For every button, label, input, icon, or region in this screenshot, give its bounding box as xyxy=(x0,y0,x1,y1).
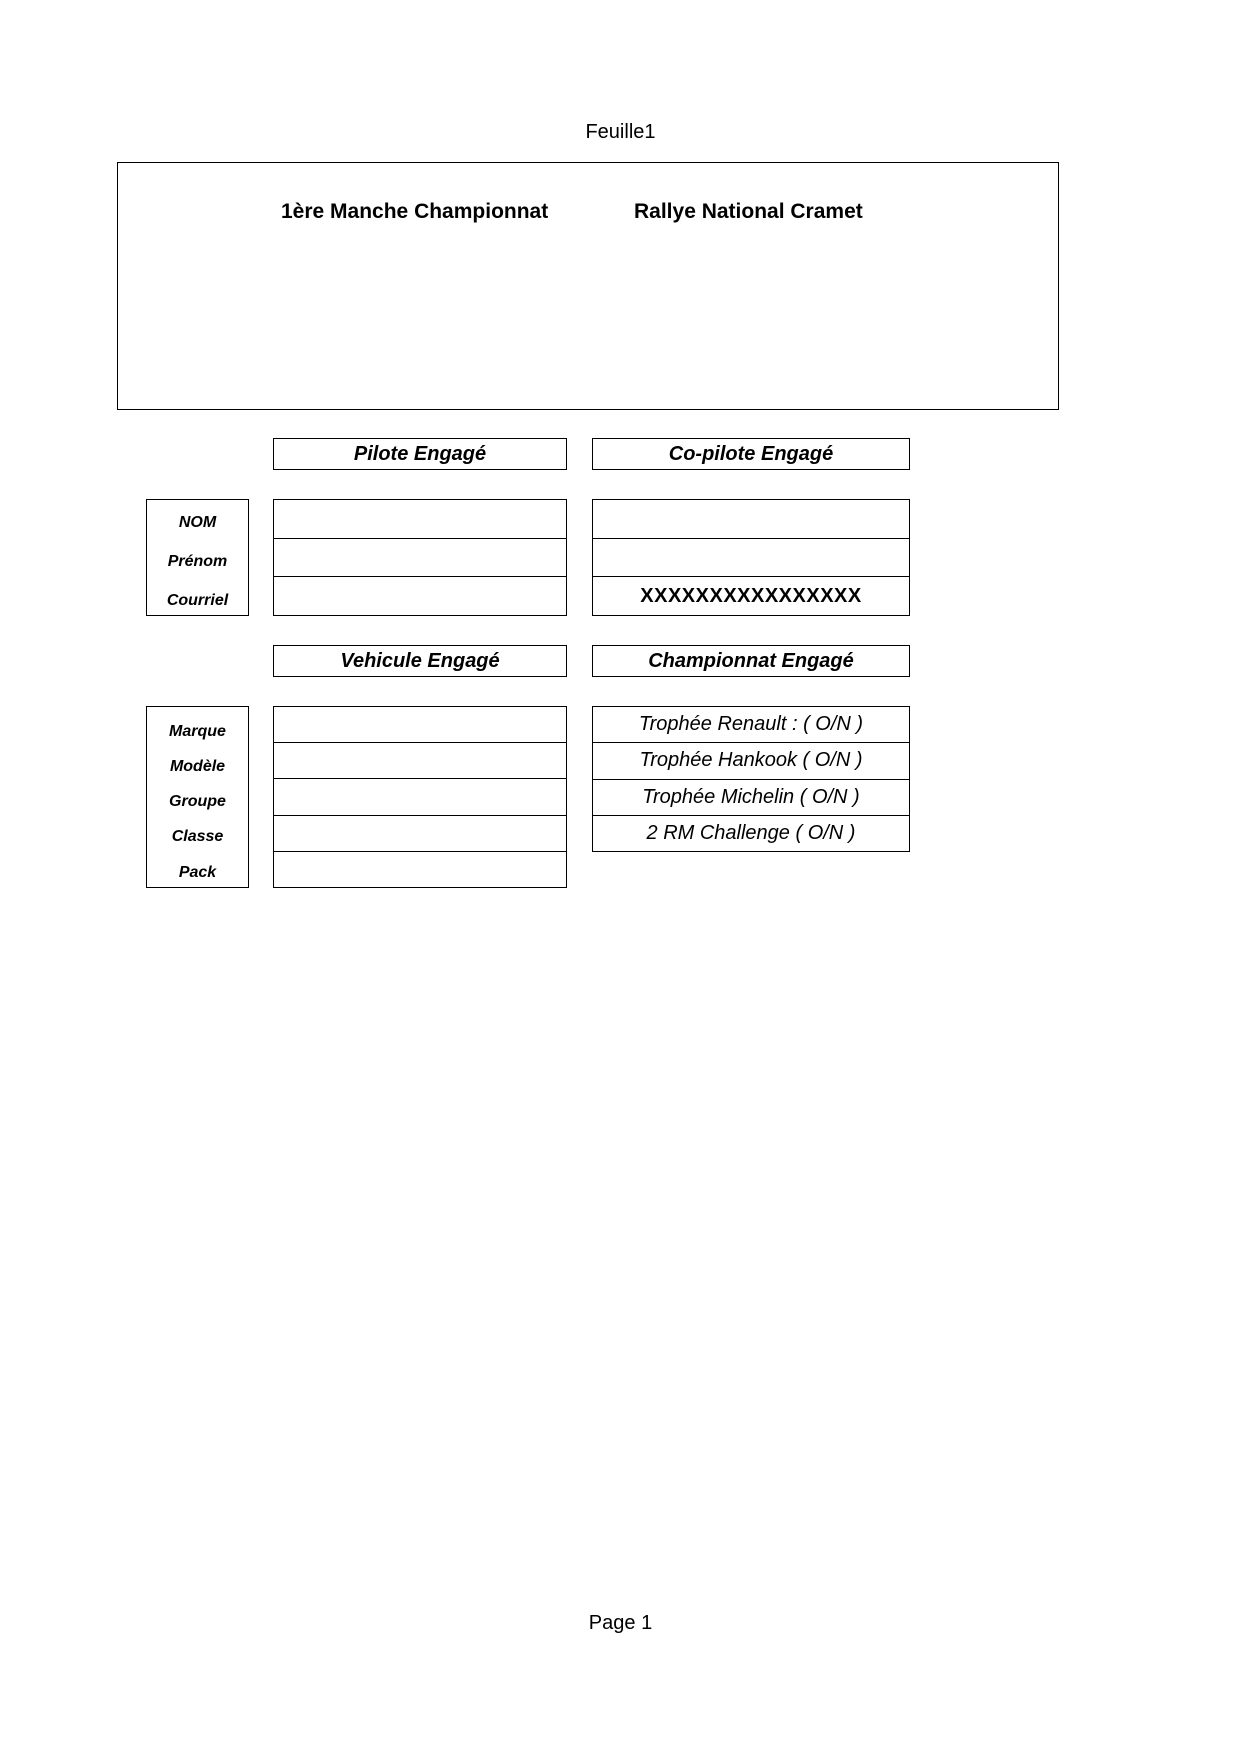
copilote-prenom-field[interactable] xyxy=(593,538,909,577)
championnat-heading-label: Championnat Engagé xyxy=(648,649,854,672)
pilote-fields xyxy=(273,499,567,616)
vehicule-modele-field[interactable] xyxy=(274,742,566,778)
marque-label: Marque xyxy=(169,723,226,740)
event-header-box xyxy=(117,162,1059,410)
vehicule-heading xyxy=(273,645,567,677)
copilote-heading xyxy=(592,438,910,470)
event-rally-title: Rallye National Cramet xyxy=(634,200,863,223)
person-labels-box xyxy=(146,499,249,616)
championnat-options xyxy=(592,706,910,852)
championnat-heading xyxy=(592,645,910,677)
pilote-prenom-field[interactable] xyxy=(274,538,566,577)
prenom-label: Prénom xyxy=(167,553,228,570)
pilote-courriel-field[interactable] xyxy=(274,576,566,615)
pilote-heading-label: Pilote Engagé xyxy=(353,442,487,465)
nom-label: NOM xyxy=(178,514,217,531)
trophee-michelin-option[interactable]: Trophée Michelin ( O/N ) xyxy=(593,779,909,815)
courriel-label: Courriel xyxy=(166,592,229,609)
pilote-heading xyxy=(273,438,567,470)
rm-challenge-option[interactable]: 2 RM Challenge ( O/N ) xyxy=(593,815,909,851)
vehicule-classe-field[interactable] xyxy=(274,815,566,851)
copilote-courriel-field[interactable]: XXXXXXXXXXXXXXXX xyxy=(593,576,909,615)
classe-label: Classe xyxy=(171,828,224,845)
vehicule-fields xyxy=(273,706,567,888)
sheet-name: Feuille1 xyxy=(585,121,656,143)
vehicule-marque-field[interactable] xyxy=(274,707,566,742)
vehicule-pack-field[interactable] xyxy=(274,851,566,887)
vehicule-groupe-field[interactable] xyxy=(274,778,566,814)
trophee-hankook-option[interactable]: Trophée Hankook ( O/N ) xyxy=(593,742,909,778)
copilote-heading-label: Co-pilote Engagé xyxy=(668,442,834,465)
trophee-renault-option[interactable]: Trophée Renault : ( O/N ) xyxy=(638,713,864,736)
groupe-label: Groupe xyxy=(169,793,226,810)
vehicle-labels-box xyxy=(146,706,249,888)
event-round-title: 1ère Manche Championnat xyxy=(281,200,549,223)
copilote-fields xyxy=(592,499,910,616)
pilote-nom-field[interactable] xyxy=(274,500,566,538)
vehicule-heading-label: Vehicule Engagé xyxy=(340,649,500,672)
page-number: Page 1 xyxy=(588,1612,653,1634)
modele-label: Modèle xyxy=(169,758,226,775)
copilote-nom-field[interactable] xyxy=(593,500,909,538)
pack-label: Pack xyxy=(178,864,217,881)
